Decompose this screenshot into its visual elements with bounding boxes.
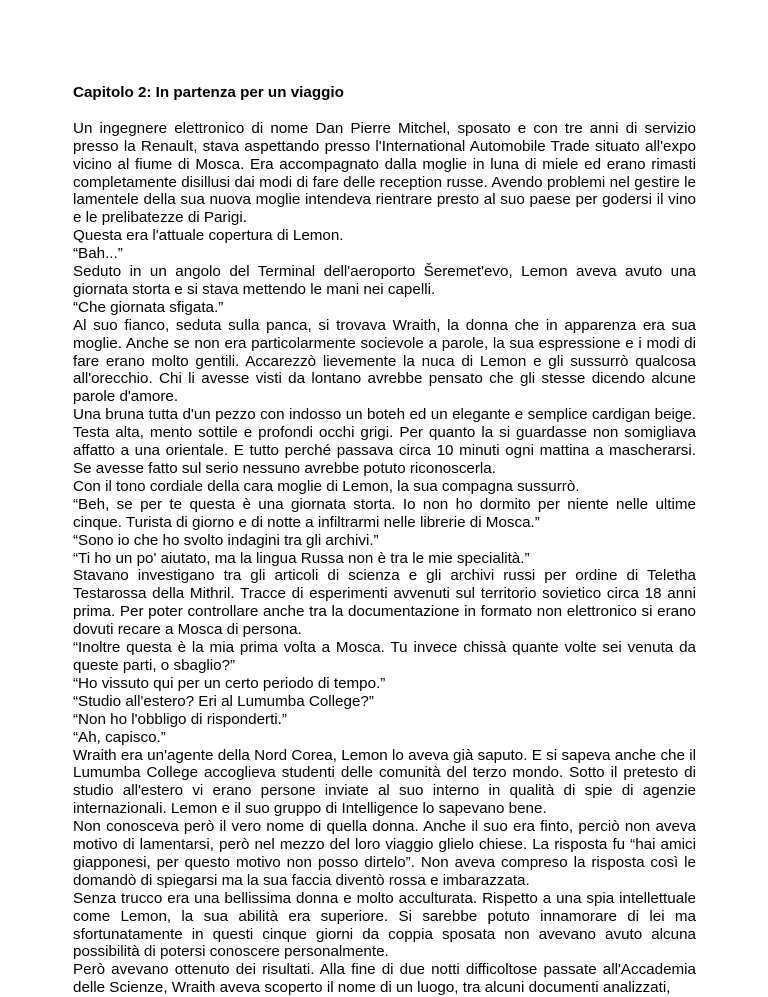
paragraph: “Beh, se per te questa è una giornata storta. Io non ho dormito per niente nelle ultime cinque. Turista di giorno e di notte a infiltrarmi nelle librerie di Mosca.” xyxy=(73,495,696,531)
paragraph: “Sono io che ho svolto indagini tra gli archivi.” xyxy=(73,531,379,549)
paragraph: Senza trucco era una bellissima donna e molto acculturata. Rispetto a una spia intellettuale come Lemon, la sua abilità era superiore. Si sarebbe potuto innamorare di lei ma sfortunatamente in questi cinque giorni da coppia sposata non avevano avuto alcuna possibilità di potersi conoscere personalmente. xyxy=(73,889,696,961)
paragraph: Questa era l'attuale copertura di Lemon. xyxy=(73,227,344,245)
paragraph: Seduto in un angolo del Terminal dell'aeroporto Šeremet'evo, Lemon aveva avuto una giornata storta e si stava mettendo le mani nei capelli. xyxy=(73,263,696,298)
paragraph: Un ingegnere elettronico di nome Dan Pierre Mitchel, sposato e con tre anni di servizio presso la Renault, stava aspettando presso l'International Automobile Trade situato all'expo vicino al fiume di Mosca. Era accompagnato dalla moglie in luna di miele ed erano rimasti completamente disillusi dai modi di fare delle reception russe. Avendo problemi nel gestire le lamentele della sua nuova moglie intendeva rientrare presto al suo paese per godersi il vino e le prelibatezze di Parigi. xyxy=(73,119,696,227)
paragraph: “Ah, capisco.” xyxy=(73,728,166,746)
paragraph: “Che giornata sfigata.” xyxy=(73,298,224,316)
paragraph: Wraith era un'agente della Nord Corea, Lemon lo aveva già saputo. E si sapeva anche che il Lumumba College accoglieva studenti delle comunità del terzo mondo. Sotto il pretesto di studio all'estero vi erano persone inviate al suo interno in qualità di spie di agenzie internazionali. Lemon e il suo gruppo di Intelligence lo sapevano bene. xyxy=(73,746,696,818)
paragraph: Al suo fianco, seduta sulla panca, si trovava Wraith, la donna che in apparenza era sua moglie. Anche se non era particolarmente socievole a parole, la sua espressione e i modi di fare erano molto gentili. Accarezzò lievemente la nuca di Lemon e gli sussurrò qualcosa all'orecchio. Chi li avesse visti da lontano avrebbe pensato che gli stesse dicendo alcune parole d'amore. xyxy=(73,316,696,406)
document-page xyxy=(73,84,696,997)
paragraph: “Studio all'estero? Eri al Lumumba College?” xyxy=(73,692,374,710)
chapter-title: Capitolo 2: In partenza per un viaggio xyxy=(73,84,344,101)
paragraph: Con il tono cordiale della cara moglie di Lemon, la sua compagna sussurrò. xyxy=(73,477,580,495)
paragraph: “Bah...” xyxy=(73,245,123,263)
paragraph: “Inoltre questa è la mia prima volta a Mosca. Tu invece chissà quante volte sei venuta da queste parti, o sbaglio?” xyxy=(73,639,696,674)
paragraph: “Non ho l'obbligo di risponderti.” xyxy=(73,710,287,728)
paragraph: “Ho vissuto qui per un certo periodo di tempo.” xyxy=(73,674,386,692)
paragraph: Stavano investigano tra gli articoli di scienza e gli archivi russi per ordine di Teletha Testarossa della Mithril. Tracce di esperimenti avvenuti sul territorio sovietico circa 18 anni prima. Per poter controllare anche tra la documentazione in formato non elettronico si erano dovuti recare a Mosca di persona. xyxy=(73,567,696,639)
paragraph: “Ti ho un po' aiutato, ma la lingua Russa non è tra le mie specialità.” xyxy=(73,549,530,567)
paragraph: Però avevano ottenuto dei risultati. Alla fine di due notti difficoltose passate all'Accademia delle Scienze, Wraith aveva scoperto il nome di un luogo, tra alcuni documenti analizzati, xyxy=(73,961,696,997)
paragraph: Non conosceva però il vero nome di quella donna. Anche il suo era finto, perciò non aveva motivo di lamentarsi, però nel mezzo del loro viaggio glielo chiese. La risposta fu “hai amici giapponesi, per questo motivo non posso dirtelo”. Non aveva compreso la risposta così le domandò di spiegarsi ma la sua faccia diventò rossa e imbarazzata. xyxy=(73,818,696,889)
paragraph: Una bruna tutta d'un pezzo con indosso un boteh ed un elegante e semplice cardigan beige. Testa alta, mento sottile e profondi occhi grigi. Per quanto la si guardasse non somigliava affatto a una orientale. E tutto perché passava circa 10 minuti ogni mattina a mascherarsi. Se avesse fatto sul serio nessuno avrebbe potuto riconoscerla. xyxy=(73,406,696,478)
